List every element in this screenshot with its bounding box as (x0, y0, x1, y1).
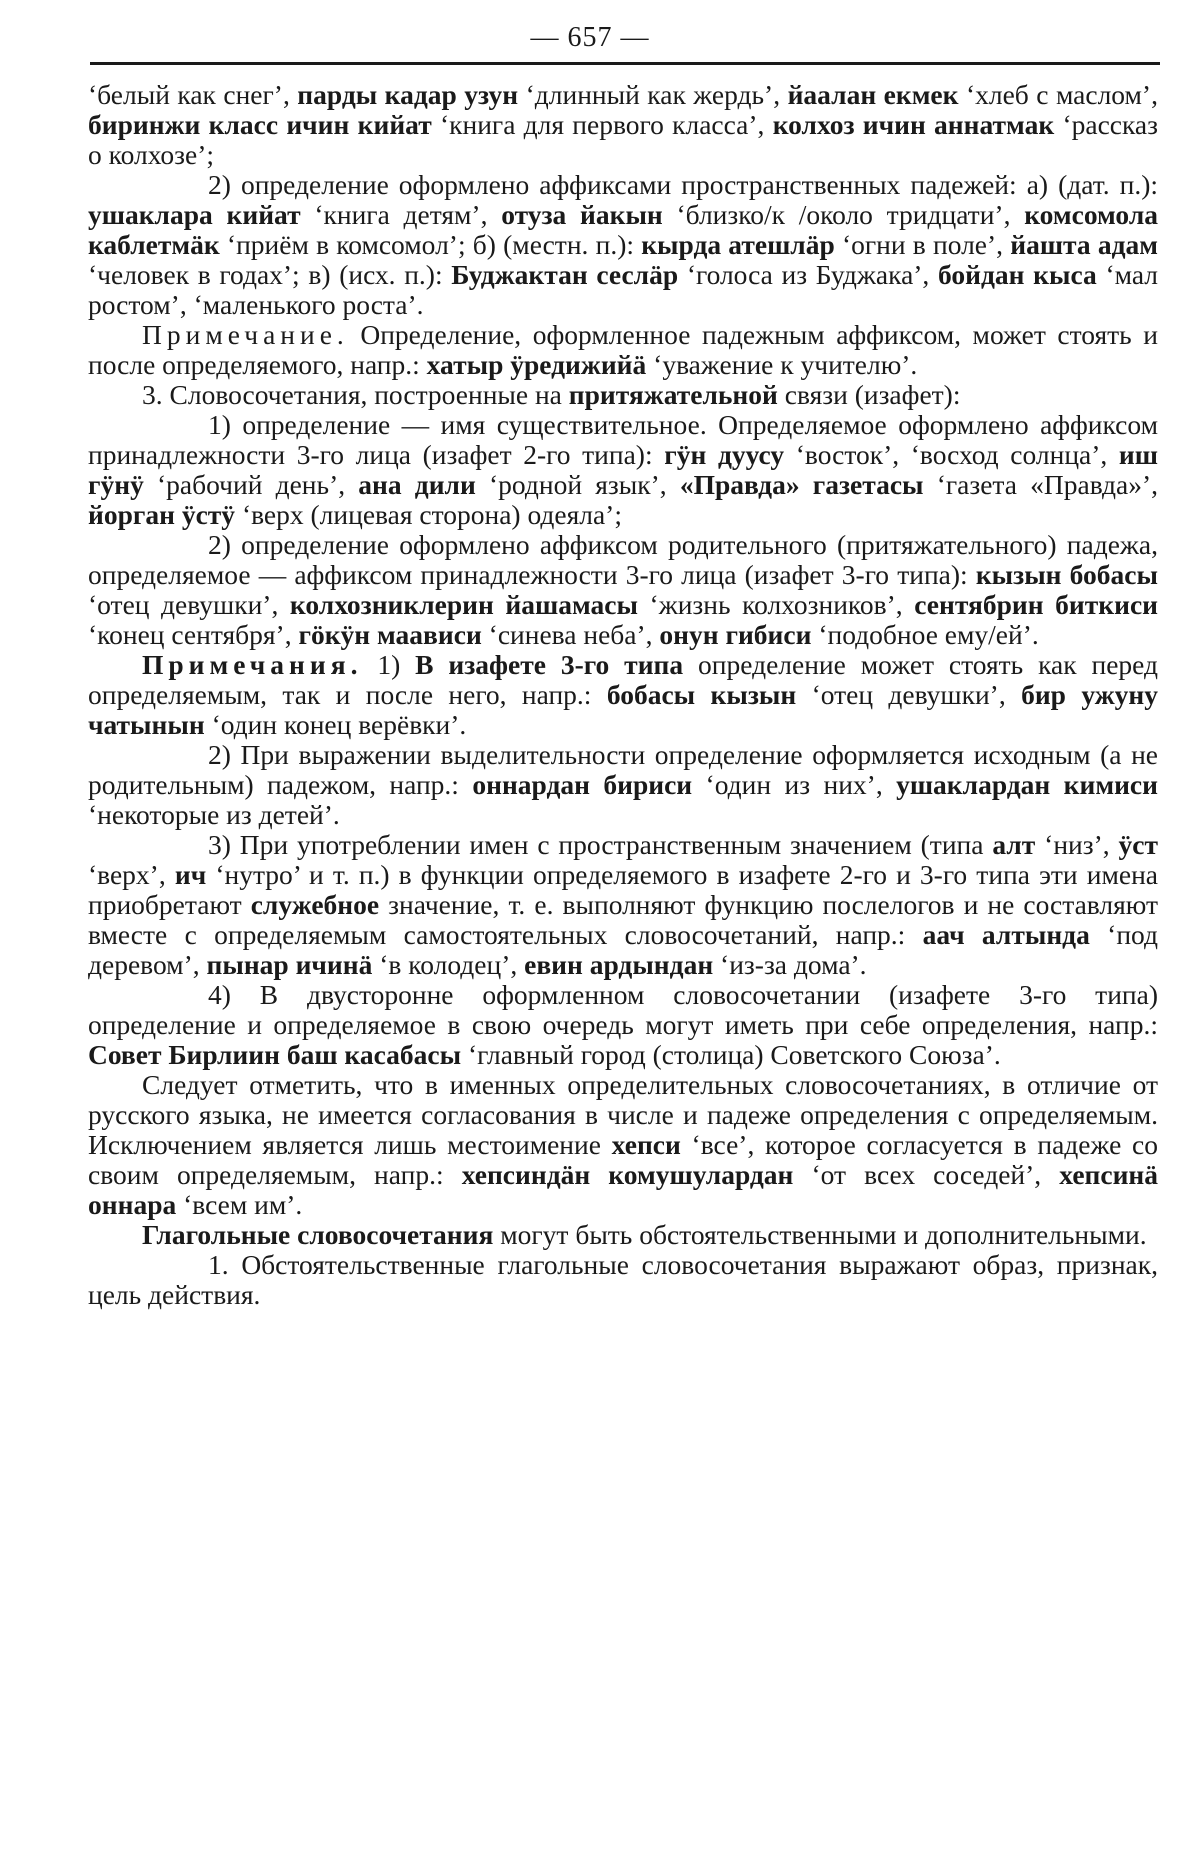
text-run: 1) (362, 649, 416, 680)
paragraph-p11 (88, 1220, 1158, 1250)
text-run: ‘отец девушки’, (796, 679, 1022, 710)
bold-term: бобасы кызын (606, 679, 797, 710)
text-run: ‘отец девушки’, (88, 589, 290, 620)
text-run: 2) определение оформлено аффиксами пространственных падежей: а) (дат. п.): (208, 169, 1158, 200)
paragraph-p4 (88, 410, 1158, 530)
paragraph-p6 (88, 650, 1158, 740)
paragraph-p5 (88, 530, 1158, 650)
bold-term: хатыр ӱредижийӓ (426, 349, 647, 380)
text-run: связи (изафет): (777, 379, 961, 410)
bold-term: иш гӱнӱ (88, 439, 1158, 500)
text-run: ‘белый как снег’, (88, 79, 298, 110)
text-run: ‘все’, которое согласуется в падеже со своим определяемым, напр.: (88, 1129, 1158, 1190)
paragraph-p10 (88, 1070, 1158, 1220)
bold-term: «Правда» газетасы (679, 469, 924, 500)
text-run: ‘под деревом’, (88, 919, 1158, 980)
text-run: ‘книга для первого класса’, (431, 109, 773, 140)
bold-term: парды кадар узун (297, 79, 519, 110)
text-run: ‘рассказ о колхозе’; (88, 109, 1158, 170)
text-run: ‘человек в годах’; в) (исх. п.): (88, 259, 452, 290)
body-text (88, 80, 1158, 1310)
text-run: ‘в колодец’, (372, 949, 525, 980)
dictionary-page (60, 0, 1159, 1861)
text-run: ‘хлеб с маслом’, (958, 79, 1158, 110)
text-run: ‘близко/к /около тридцати’, (662, 199, 1025, 230)
text-run: ‘жизнь колхозников’, (637, 589, 915, 620)
text-run: ‘мал ростом’, ‘маленького роста’. (88, 259, 1158, 320)
bold-term: Буджактан сеслӓр (451, 259, 679, 290)
bold-term: гӧкӱн маависи (298, 619, 482, 650)
page-number: — 657 — (530, 22, 650, 53)
text-run: ‘приём в комсомол’; б) (местн. п.): (219, 229, 642, 260)
paragraph-p2 (88, 320, 1158, 380)
text-run: ‘синева неба’, (481, 619, 660, 650)
text-run: ‘газета «Правда»’, (923, 469, 1159, 500)
text-run: ‘голоса из Буджака’, (678, 259, 938, 290)
paragraph-p1 (88, 170, 1158, 320)
bold-term: алт (992, 829, 1036, 860)
text-run: ‘огни в поле’, (834, 229, 1011, 260)
text-run: ‘длинный как жердь’, (518, 79, 788, 110)
bold-term: хепсиндӓн комушулардан (461, 1159, 794, 1190)
text-run: ‘некоторые из детей’. (88, 799, 340, 830)
text-run: ‘от всех соседей’, (793, 1159, 1060, 1190)
text-run: ‘подобное ему/ей’. (811, 619, 1039, 650)
bold-term: В изафете 3-го типа (415, 649, 684, 680)
text-run: ‘всем им’. (176, 1189, 303, 1220)
text-run: 1) определение — имя существительное. Определяемое оформлено аффиксом принадлежности 3-го лица (изафет 2-го типа): (88, 409, 1158, 470)
bold-term: притяжательной (568, 379, 778, 410)
bold-term: Глагольные словосочетания (142, 1219, 494, 1250)
text-run: 2) При выражении выделительности определение оформляется исходным (а не родительным) падежом, напр.: (88, 739, 1158, 800)
paragraph-p0 (88, 80, 1158, 170)
bold-term: ана дили (358, 469, 476, 500)
bold-term: хепси (611, 1129, 681, 1160)
bold-term: ич (174, 859, 207, 890)
text-run: ‘рабочий день’, (143, 469, 359, 500)
text-run: ‘из-за дома’. (713, 949, 867, 980)
bold-term: бир ужуну чатынын (88, 679, 1159, 740)
bold-term: Совет Бирлиин баш касабасы (88, 1039, 462, 1070)
bold-term: пынар ичинӓ (206, 949, 373, 980)
text-run: ‘главный город (столица) Советского Союза’. (461, 1039, 1001, 1070)
bold-term: оннардан бириси (472, 769, 693, 800)
text-run: 1. Обстоятельственные глагольные словосочетания выражают образ, признак, цель действия. (88, 1249, 1158, 1310)
paragraph-p3 (88, 380, 1158, 410)
text-run: ‘родной язык’, (475, 469, 680, 500)
bold-term: бойдан кыса (937, 259, 1097, 290)
bold-term: аач алтында (922, 919, 1090, 950)
bold-term: гӱн дуусу (664, 439, 785, 470)
text-run: 3. Словосочетания, построенные на (142, 379, 569, 410)
bold-term: хепсинӓ оннара (88, 1159, 1159, 1220)
text-run: могут быть обстоятельственными и дополнительными. (493, 1219, 1147, 1250)
bold-term: биринжи класс ичин кийат (88, 109, 432, 140)
bold-term: йорган ӱстӱ (88, 499, 236, 530)
text-run: ‘один из них’, (692, 769, 897, 800)
text-run: 2) определение оформлено аффиксом родительного (притяжательного) падежа, определяемое — аффиксом принадлежности 3-го лица (изафет 3-го типа): (88, 529, 1158, 590)
text-run: ‘восток’, ‘восход солнца’, (784, 439, 1119, 470)
text-run: ‘один конец верёвки’. (204, 709, 467, 740)
text-run: ‘верх’, (88, 859, 175, 890)
bold-term: йаалан екмек (787, 79, 959, 110)
paragraph-p12 (88, 1250, 1158, 1310)
text-run: определение может стоять как перед определяемым, так и после него, напр.: (88, 649, 1159, 710)
bold-term: кырда атешлӓр (641, 229, 835, 260)
bold-term: служебное (250, 889, 380, 920)
text-run: ‘книга детям’, (300, 199, 502, 230)
text-run: ‘нутро’ и т. п.) в функции определяемого в изафете 2-го и 3-го типа эти имена приобретают (88, 859, 1158, 920)
text-run: ‘верх (лицевая сторона) одеяла’; (235, 499, 622, 530)
bold-term: отуза йакын (501, 199, 663, 230)
paragraph-p9 (88, 980, 1158, 1070)
text-run: 4) В двусторонне оформленном словосочетании (изафете 3-го типа) определение и определяемое в свою очередь могут иметь при себе определения, напр.: (88, 979, 1158, 1040)
text-run: 3) При употреблении имен с пространственным значением (типа (208, 829, 993, 860)
bold-term: ушаклардан кимиси (896, 769, 1158, 800)
text-run: ‘уважение к учителю’. (646, 349, 918, 380)
bold-term: йашта адам (1010, 229, 1158, 260)
paragraph-p7 (88, 740, 1158, 830)
text-run: Следует отметить, что в именных определительных словосочетаниях, в отличие от русского языка, не имеется согласования в числе и падеже определения с определяемым. Исключением является лишь местоимение (88, 1069, 1158, 1160)
text-run: Определение, оформленное падежным аффиксом, может стоять и после определяемого, напр.: (88, 319, 1158, 380)
bold-term: евин ардындан (524, 949, 714, 980)
bold-term: колхозниклерин йашамасы (289, 589, 638, 620)
bold-term: Примечания. (142, 649, 363, 680)
bold-term: ушаклара кийат (88, 199, 301, 230)
text-run: ‘конец сентября’, (88, 619, 299, 650)
bold-term: кызын бобасы (975, 559, 1158, 590)
text-run: значение, т. е. выполняют функцию послелогов и не составляют вместе с определяемым самостоятельных словосочетаний, напр.: (88, 889, 1159, 950)
bold-term: сентябрин биткиси (914, 589, 1158, 620)
bold-term: колхоз ичин аннатмак (772, 109, 1055, 140)
header-rule (90, 62, 1160, 65)
paragraph-p8 (88, 830, 1158, 980)
bold-term: ӱст (1118, 829, 1158, 860)
bold-term: комсомола каблетмӓк (88, 199, 1158, 260)
text-run: ‘низ’, (1035, 829, 1119, 860)
text-run: Примечание. (142, 319, 349, 350)
bold-term: онун гибиси (659, 619, 812, 650)
